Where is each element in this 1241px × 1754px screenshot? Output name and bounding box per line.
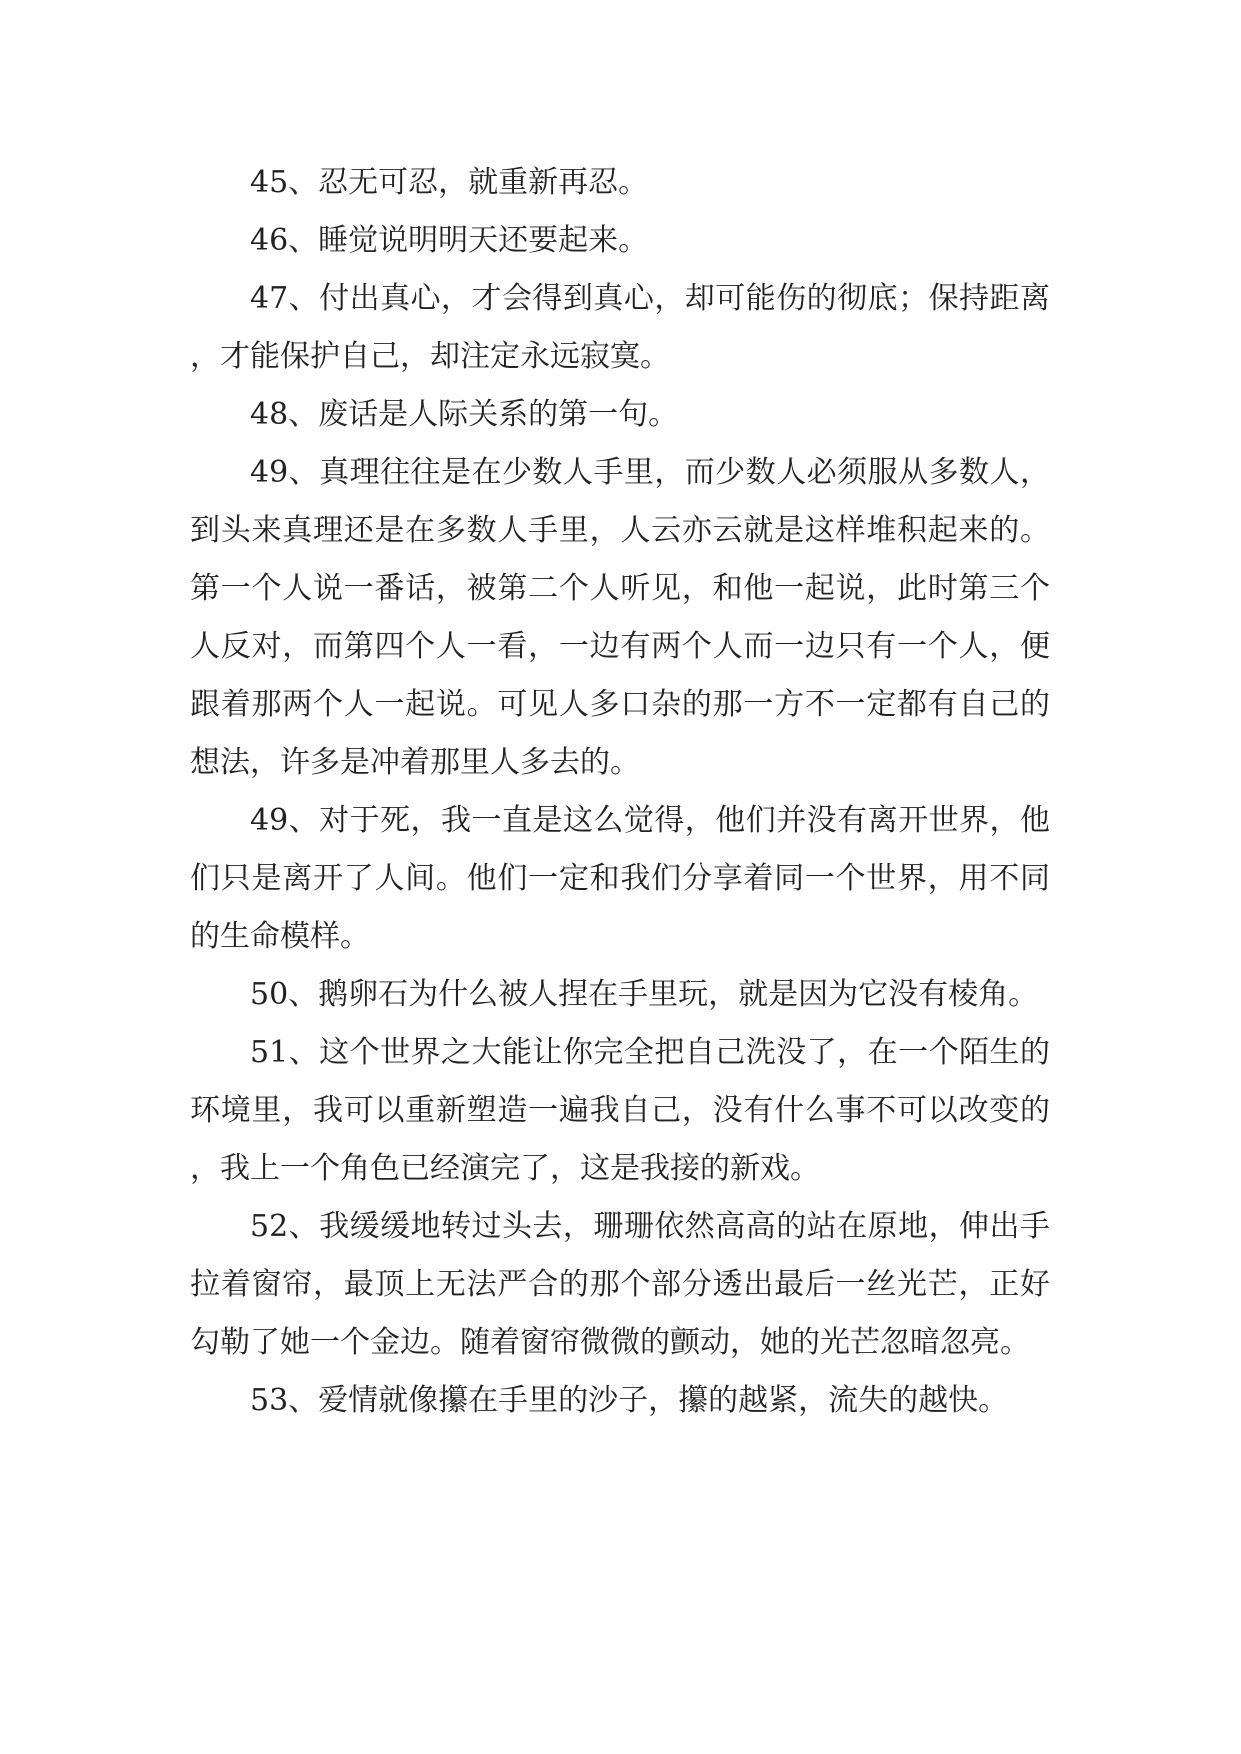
paragraph-51: 51、这个世界之大能让你完全把自己洗没了，在一个陌生的环境里，我可以重新塑造一遍我自己，没有什么事不可以改变的，我上一个角色已经演完了，这是我接的新戏。 <box>190 1035 1050 1186</box>
paragraph-49b: 49、对于死，我一直是这么觉得，他们并没有离开世界，他们只是离开了人间。他们一定和我们分享着同一个世界，用不同的生命模样。 <box>190 803 1050 954</box>
paragraph-45: 45、忍无可忍，就重新再忍。 <box>250 165 649 200</box>
paragraph-52: 52、我缓缓地转过头去，珊珊依然高高的站在原地，伸出手拉着窗帘，最顶上无法严合的那个部分透出最后一丝光芒，正好勾勒了她一个金边。随着窗帘微微的颤动，她的光芒忽暗忽亮。 <box>190 1209 1050 1360</box>
paragraph-47: 47、付出真心，才会得到真心，却可能伤的彻底；保持距离，才能保护自己，却注定永远寂寞。 <box>190 281 1050 374</box>
paragraph-50: 50、鹅卵石为什么被人捏在手里玩，就是因为它没有棱角。 <box>250 977 1039 1012</box>
paragraph-53: 53、爱情就像攥在手里的沙子，攥的越紧，流失的越快。 <box>250 1383 1009 1418</box>
paragraph-48: 48、废话是人际关系的第一句。 <box>250 397 679 432</box>
paragraph-46: 46、睡觉说明明天还要起来。 <box>250 223 649 258</box>
paragraph-49a: 49、真理往往是在少数人手里，而少数人必须服从多数人，到头来真理还是在多数人手里，人云亦云就是这样堆积起来的。第一个人说一番话，被第二个人听见，和他一起说，此时第三个人反对，而第四个人一看，一边有两个人而一边只有一个人，便跟着那两个人一起说。可见人多口杂的那一方不一定都有自己的想法，许多是冲着那里人多去的。 <box>190 455 1050 780</box>
document-body <box>190 154 1050 1430</box>
